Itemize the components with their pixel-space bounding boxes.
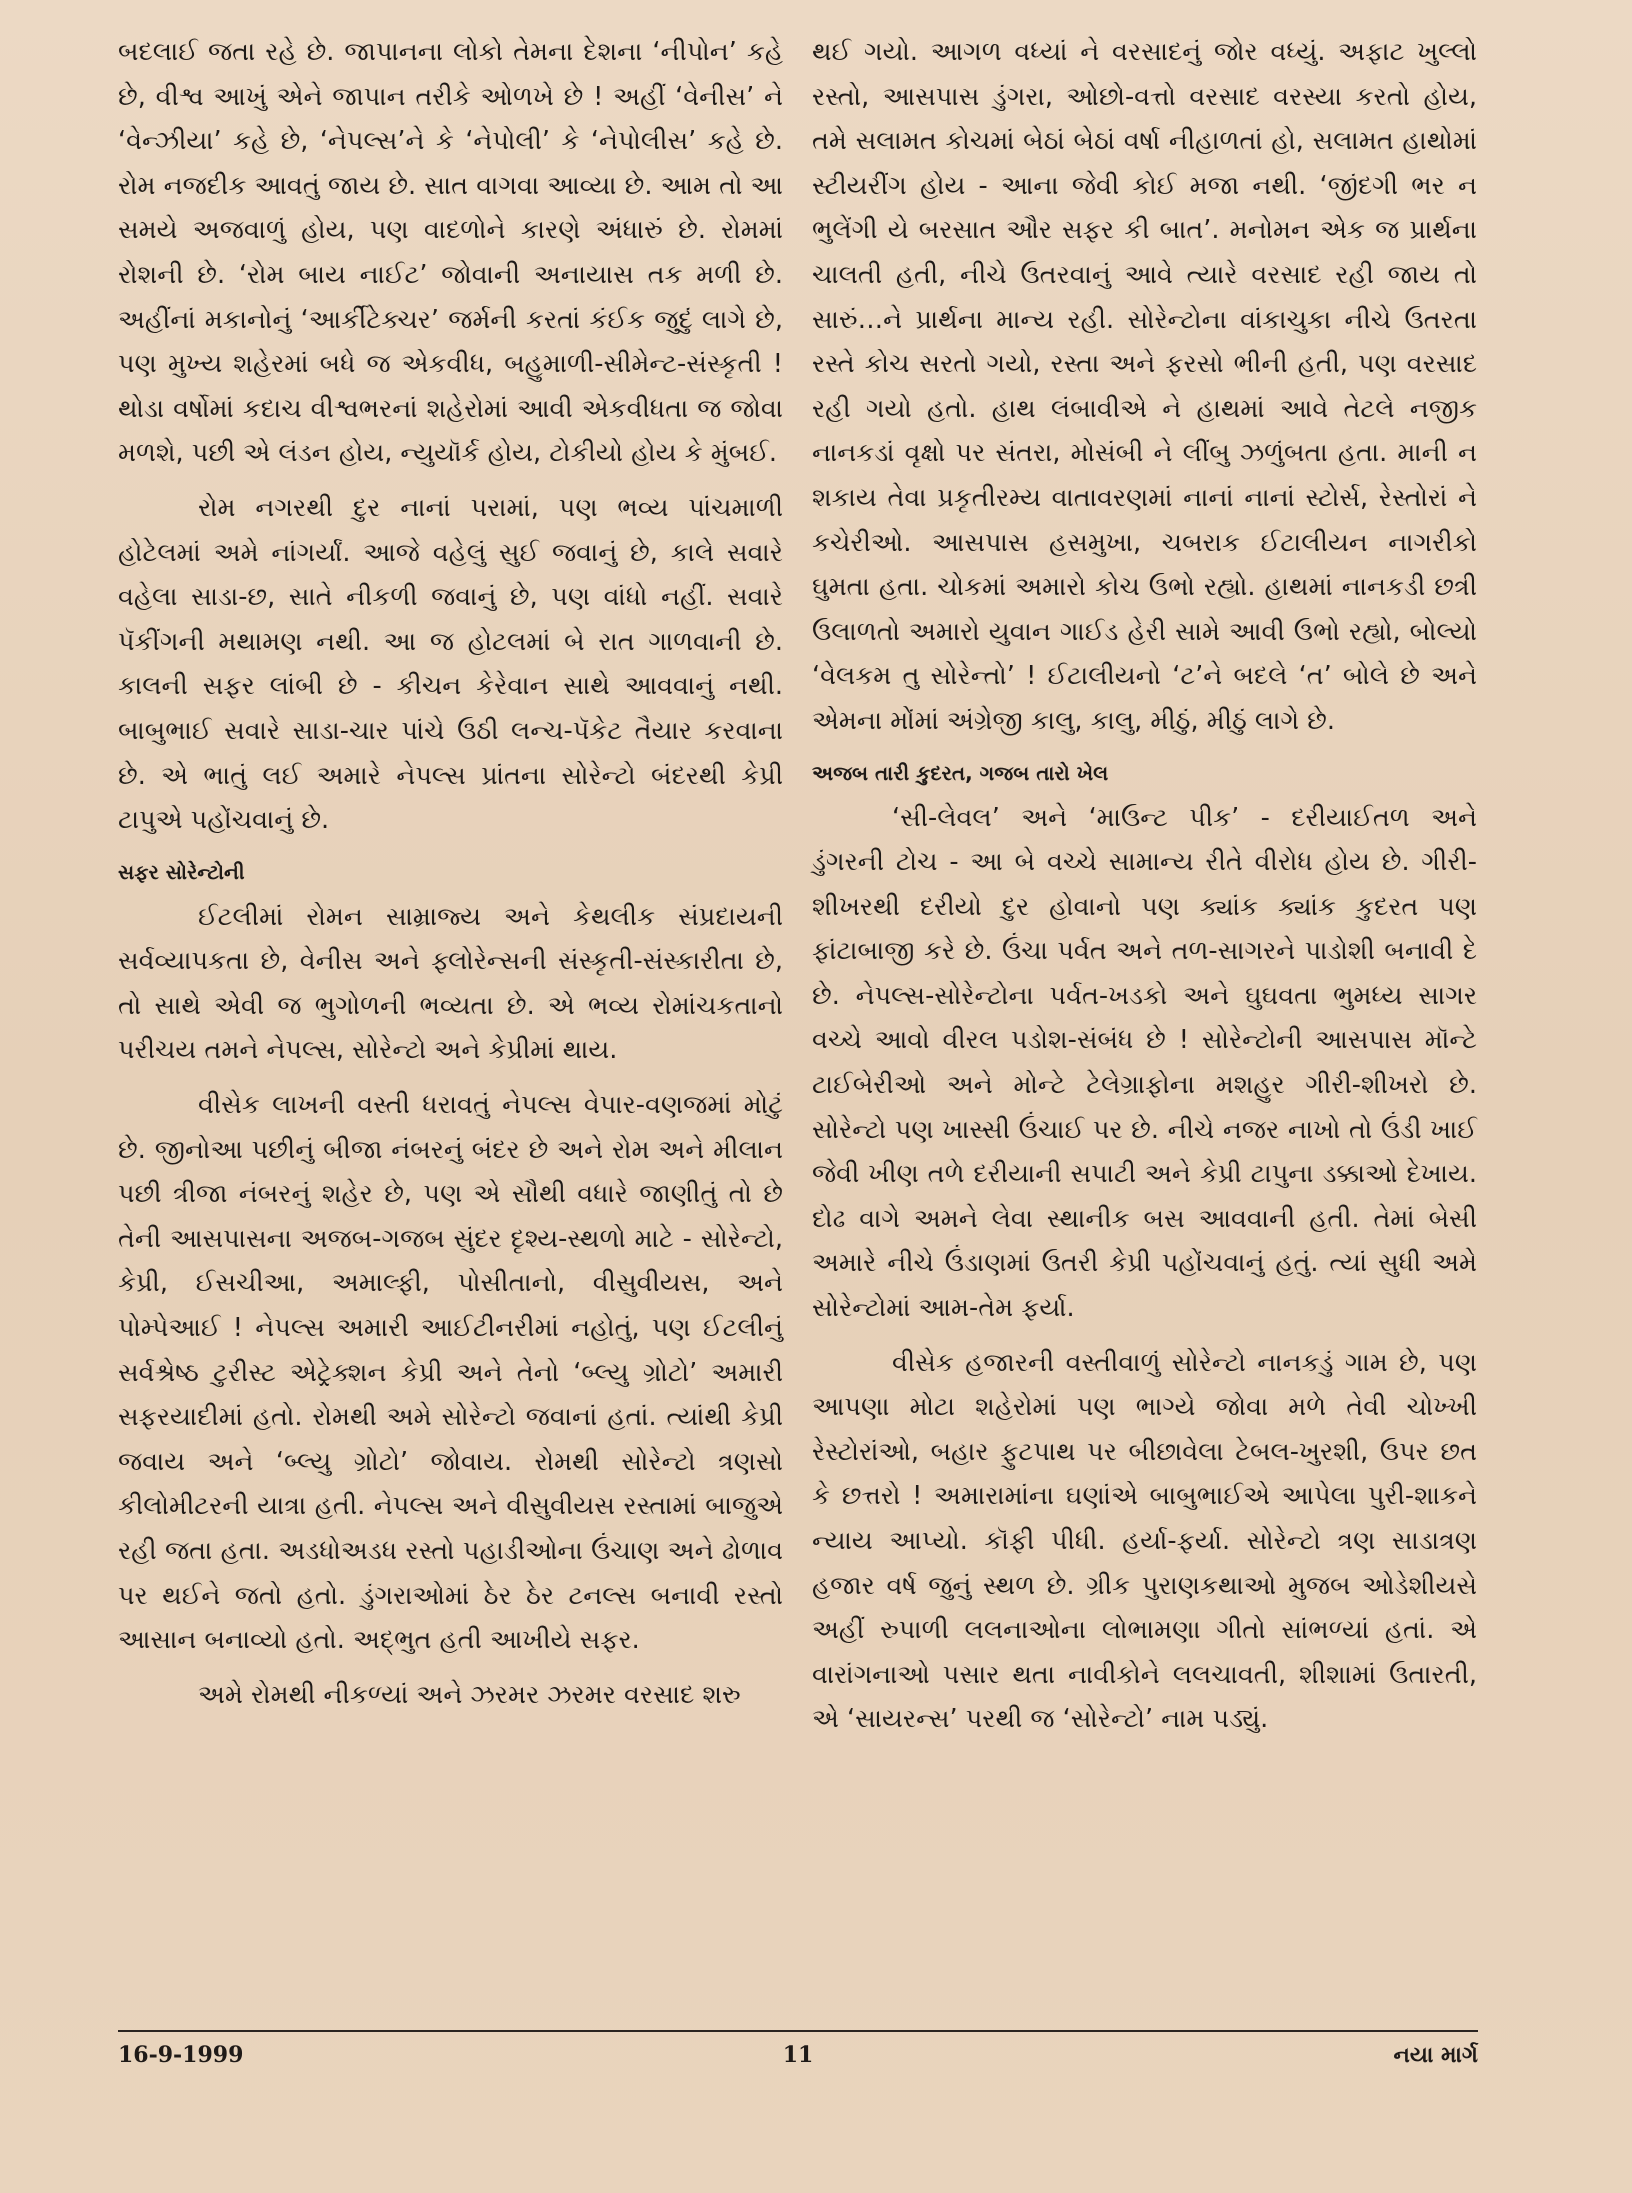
left-column	[118, 30, 783, 1727]
section-heading: સફર સોરેન્ટોની	[118, 859, 245, 884]
right-column	[812, 30, 1477, 1752]
paragraph: ઈટલીમાં રોમન સામ્રાજ્ય અને કેથલીક સંપ્રદાયની સર્વવ્યાપકતા છે, વેનીસ અને ફ્લોરેન્સની સંસ્કૃતી-સંસ્કારીતા છે, તો સાથે એવી જ ભુગોળની ભવ્યતા છે. એ ભવ્ય રોમાંચકતાનો પરીચય તમને નેપલ્સ, સોરેન્ટો અને કેપ્રીમાં થાય.	[118, 901, 783, 1066]
paragraph: થઈ ગયો. આગળ વધ્યાં ને વરસાદનું જોર વધ્યું. અફાટ ખુલ્લો રસ્તો, આસપાસ ડુંગરા, ઓછો-વત્તો વરસાદ વરસ્યા કરતો હોય, તમે સલામત કોચમાં બેઠાં બેઠાં વર્ષા નીહાળતાં હો, સલામત હાથોમાં સ્ટીયરીંગ હોય - આના જેવી કોઈ મજા નથી. ‘જીંદગી ભર ન ભુલેંગી યે બરસાત ઔર સફર કી બાત’. મનોમન એક જ પ્રાર્થના ચાલતી હતી, નીચે ઉતરવાનું આવે ત્યારે વરસાદ રહી જાય તો સારું…ને પ્રાર્થના માન્ય રહી. સોરેન્ટોના વાંકાચુકા નીચે ઉતરતા રસ્તે કોચ સરતો ગયો, રસ્તા અને ફરસો ભીની હતી, પણ વરસાદ રહી ગયો હતો. હાથ લંબાવીએ ને હાથમાં આવે તેટલે નજીક નાનકડાં વૃક્ષો પર સંતરા, મોસંબી ને લીંબુ ઝળુંબતા હતા. માની ન શકાય તેવા પ્રકૃતીરમ્ય વાતાવરણમાં નાનાં નાનાં સ્ટોર્સ, રેસ્તોરાં ને કચેરીઓ. આસપાસ હસમુખા, ચબરાક ઈટાલીયન નાગરીકો ઘુમતા હતા. ચોકમાં અમારો કોચ ઉભો રહ્યો. હાથમાં નાનકડી છત્રી ઉલાળતો અમારો યુવાન ગાઈડ હેરી સામે આવી ઉભો રહ્યો, બોલ્યો ‘વેલકમ તુ સોરેન્તો’ ! ઈટાલીયનો ‘ટ’ને બદલે ‘ત’ બોલે છે અને એમના મોંમાં અંગ્રેજી કાલુ, કાલુ, મીઠું, મીઠું લાગે છે.	[812, 37, 1477, 736]
section-heading: અજબ તારી કુદરત, ગજબ તારો ખેલ	[812, 760, 1109, 785]
paragraph: ‘સી-લેવલ’ અને ‘માઉન્ટ પીક’ - દરીયાઈતળ અને ડુંગરની ટોચ - આ બે વચ્ચે સામાન્ય રીતે વીરોધ હોય છે. ગીરી-શીખરથી દરીયો દુર હોવાનો પણ ક્યાંક ક્યાંક કુદરત પણ ફાંટાબાજી કરે છે. ઉંચા પર્વત અને તળ-સાગરને પાડોશી બનાવી દે છે. નેપલ્સ-સોરેન્ટોના પર્વત-ખડકો અને ઘુઘવતા ભુમધ્ય સાગર વચ્ચે આવો વીરલ પડોશ-સંબંધ છે ! સોરેન્ટોની આસપાસ મૉન્ટે ટાઈબેરીઓ અને મોન્ટે ટેલેગ્રાફોના મશહુર ગીરી-શીખરો છે. સોરેન્ટો પણ ખાસ્સી ઉંચાઈ પર છે. નીચે નજર નાખો તો ઉંડી ખાઈ જેવી ખીણ તળે દરીયાની સપાટી અને કેપ્રી ટાપુના ડક્કાઓ દેખાય. દોઢ વાગે અમને લેવા સ્થાનીક બસ આવવાની હતી. તેમાં બેસી અમારે નીચે ઉંડાણમાં ઉતરી કેપ્રી પહોંચવાનું હતું. ત્યાં સુધી અમે સોરેન્ટોમાં આમ-તેમ ફર્યા.	[812, 802, 1477, 1324]
paragraph: વીસેક હજારની વસ્તીવાળું સોરેન્ટો નાનકડું ગામ છે, પણ આપણા મોટા શહેરોમાં પણ ભાગ્યે જોવા મળે તેવી ચોખ્ખી રેસ્ટોરાંઓ, બહાર ફુટપાથ પર બીછાવેલા ટેબલ-ખુરશી, ઉપર છત કે છત્તરો ! અમારામાંના ઘણાંએ બાબુભાઈએ આપેલા પુરી-શાકને ન્યાય આપ્યો. કૉફી પીધી. હર્યા-ફર્યા. સોરેન્ટો ત્રણ સાડાત્રણ હજાર વર્ષ જુનું સ્થળ છે. ગ્રીક પુરાણકથાઓ મુજબ ઓડેશીયસે અહીં રુપાળી લલનાઓના લોભામણા ગીતો સાંભળ્યાં હતાં. એ વારાંગનાઓ પસાર થતા નાવીકોને લલચાવતી, શીશામાં ઉતારતી, એ ‘સાયરન્સ’ પરથી જ ‘સોરેન્ટો’ નામ પડ્યું.	[812, 1347, 1477, 1735]
page-number: 11	[782, 2042, 814, 2068]
magazine-name: નયા માર્ગ	[1393, 2042, 1478, 2068]
paragraph: રોમ નગરથી દુર નાનાં પરામાં, પણ ભવ્ય પાંચમાળી હોટેલમાં અમે નાંગર્યાં. આજે વહેલું સુઈ જવાનું છે, કાલે સવારે વહેલા સાડા-છ, સાતે નીકળી જવાનું છે, પણ વાંધો નહીં. સવારે પૅકીંગની મથામણ નથી. આ જ હોટલમાં બે રાત ગાળવાની છે. કાલની સફર લાંબી છે - કીચન કેરેવાન સાથે આવવાનું નથી. બાબુભાઈ સવારે સાડા-ચાર પાંચે ઉઠી લન્ચ-પૅકેટ તૈયાર કરવાના છે. એ ભાતું લઈ અમારે નેપલ્સ પ્રાંતના સોરેન્ટો બંદરથી કેપ્રી ટાપુએ પહોંચવાનું છે.	[118, 492, 784, 836]
paragraph: વીસેક લાખની વસ્તી ધરાવતું નેપલ્સ વેપાર-વણજમાં મોટું છે. જીનોઆ પછીનું બીજા નંબરનું બંદર છે અને રોમ અને મીલાન પછી ત્રીજા નંબરનું શહેર છે, પણ એ સૌથી વધારે જાણીતું તો છે તેની આસપાસના અજબ-ગજબ સુંદર દૃશ્ય-સ્થળો માટે - સોરેન્ટો, કેપ્રી, ઈસચીઆ, અમાલ્ફી, પોસીતાનો, વીસુવીયસ, અને પોમ્પેઆઈ ! નેપલ્સ અમારી આઈટીનરીમાં નહોતું, પણ ઈટલીનું સર્વશ્રેષ્ઠ ટુરીસ્ટ એટ્રેક્શન કેપ્રી અને તેનો ‘બ્લ્યુ ગ્રોટો’ અમારી સફરયાદીમાં હતો. રોમથી અમે સોરેન્ટો જવાનાં હતાં. ત્યાંથી કેપ્રી જવાય અને ‘બ્લ્યુ ગ્રોટો’ જોવાય. રોમથી સોરેન્ટો ત્રણસો કીલોમીટરની યાત્રા હતી. નેપલ્સ અને વીસુવીયસ રસ્તામાં બાજુએ રહી જતા હતા. અડધોઅડધ રસ્તો પહાડીઓના ઉંચાણ અને ઢોળાવ પર થઈને જતો હતો. ડુંગરાઓમાં ઠેર ઠેર ટનલ્સ બનાવી રસ્તો આસાન બનાવ્યો હતો. અદ્ભુત હતી આખીયે સફર.	[118, 1090, 783, 1656]
footer-rule	[118, 2030, 1478, 2032]
paragraph: બદલાઈ જતા રહે છે. જાપાનના લોકો તેમના દેશના ‘નીપોન’ કહે છે, વીશ્વ આખું એને જાપાન તરીકે ઓળખે છે ! અહીં ‘વેનીસ’ ને ‘વેન્ઝીયા’ કહે છે, ‘નેપલ્સ’ને કે ‘નેપોલી’ કે ‘નેપોલીસ’ કહે છે. રોમ નજદીક આવતું જાય છે. સાત વાગવા આવ્યા છે. આમ તો આ સમયે અજવાળું હોય, પણ વાદળોને કારણે અંધારું છે. રોમમાં રોશની છે. ‘રોમ બાય નાઈટ’ જોવાની અનાયાસ તક મળી છે. અહીંનાં મકાનોનું ‘આર્કીટેક્ચર’ જર્મની કરતાં કંઈક જુદું લાગે છે, પણ મુખ્ય શહેરમાં બધે જ એકવીધ, બહુમાળી-સીમેન્ટ-સંસ્કૃતી ! થોડા વર્ષોમાં કદાચ વીશ્વભરનાં શહેરોમાં આવી એકવીધતા જ જોવા મળશે, પછી એ લંડન હોય, ન્યુયૉર્ક હોય, ટોકીયો હોય કે મુંબઈ.	[118, 37, 783, 469]
paragraph: અમે રોમથી નીકળ્યાં અને ઝરમર ઝરમર વરસાદ શરુ	[198, 1679, 741, 1710]
footer-date: 16-9-1999	[118, 2042, 244, 2068]
